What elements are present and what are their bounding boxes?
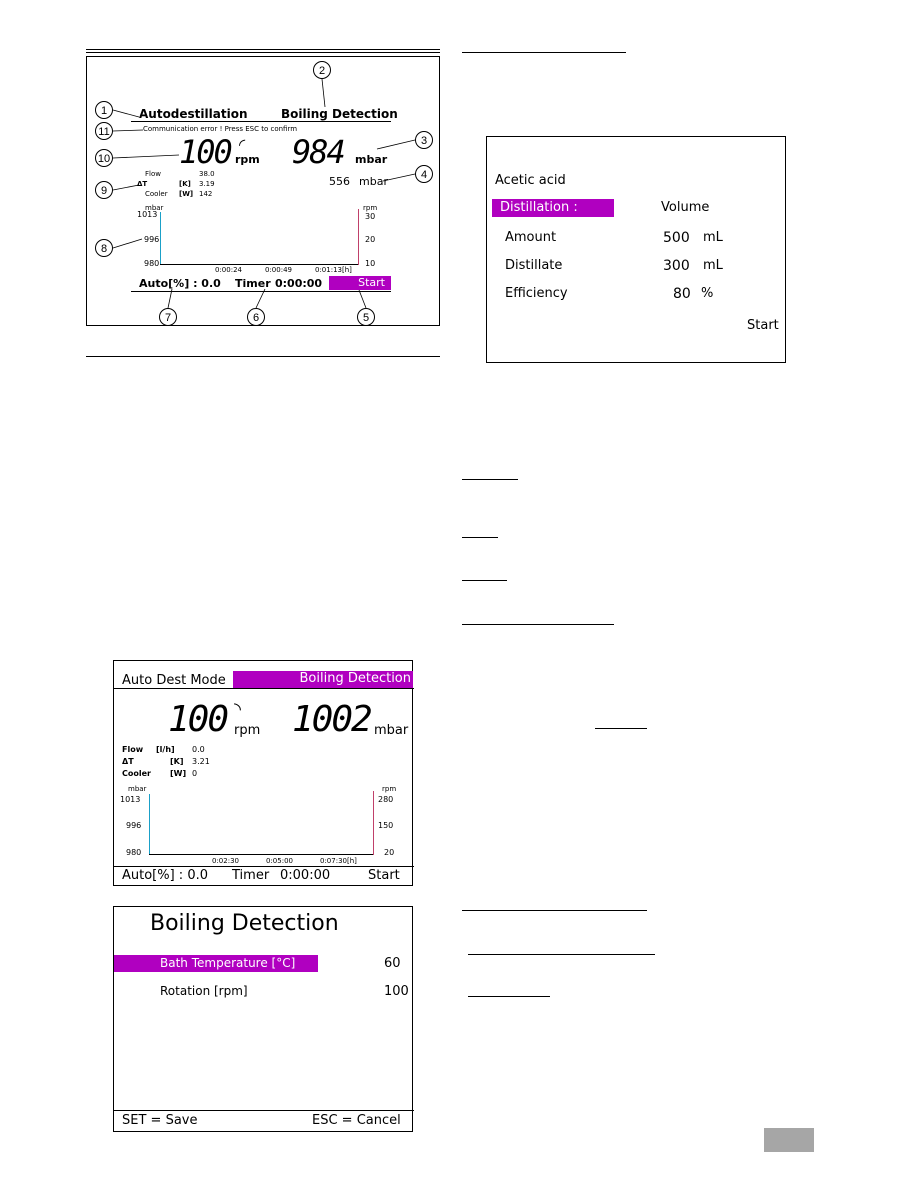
fig1-title-right: Boiling Detection [281,107,398,121]
fig2-y-right-unit: rpm [382,785,397,793]
fig2-start-button[interactable]: Start [368,868,400,883]
heading-underline-2 [462,479,518,480]
fig1-pressure-unit: mbar [355,153,388,166]
fig2-y-right-axis [373,791,374,855]
fig2-y-right-tick-1: 280 [378,795,394,804]
fig2-x-tick-2: 0:05:00 [266,857,293,865]
fig2-y-right-tick-3: 20 [384,848,395,857]
fig4-distillation-value: Volume [661,200,710,215]
heading-underline-6 [595,728,647,729]
fig2-row-cooler-unit: [W] [170,769,187,778]
callout-7: 7 [159,308,177,326]
fig1-y-left-tick-3: 980 [144,259,160,268]
fig2-timer-value: 0:00:00 [280,868,331,883]
heading-underline-7 [462,910,647,911]
callout-6: 6 [247,308,265,326]
fig2-auto-label: Auto[%] : 0.0 [122,868,208,883]
figure-1-annotated-display [86,56,440,326]
heading-underline-1 [462,52,626,53]
fig2-title-right: Boiling Detection [233,671,413,688]
figure-2-auto-dest-display [113,660,413,886]
top-double-rule-a [86,49,440,50]
fig4-row-efficiency-value: 80 [673,286,691,302]
heading-underline-4 [462,580,507,581]
fig1-setpoint-value: 556 [329,175,350,188]
fig3-item-bath-temperature[interactable]: Bath Temperature [°C] [114,955,318,972]
fig2-pressure-unit: mbar [374,723,409,738]
fig2-y-left-tick-3: 980 [126,848,142,857]
fig2-status-rule [114,866,414,867]
fig4-distillation-label[interactable]: Distillation : [492,199,614,217]
fig2-rpm-spinner-icon: ◝ [234,699,241,720]
fig1-y-left-tick-1: 1013 [137,210,158,219]
fig1-row-flow-label: Flow [145,170,161,178]
fig2-rpm-value: 100 [168,699,228,740]
fig2-row-cooler-value: 0 [192,769,198,778]
fig1-x-tick-1: 0:00:24 [215,266,242,274]
fig3-item-rotation[interactable]: Rotation [rpm] [160,984,248,998]
callout-8: 8 [95,239,113,257]
fig1-rpm-unit: rpm [235,153,260,166]
fig2-y-left-unit: mbar [128,785,147,793]
fig1-start-button[interactable]: Start [329,276,391,290]
fig1-title-left: Autodestillation [139,107,248,121]
fig1-timer-label: Timer [235,277,271,290]
top-double-rule-b [86,52,440,53]
callout-1: 1 [95,101,113,119]
callout-4: 4 [415,165,433,183]
fig4-start-button[interactable]: Start [747,318,779,333]
fig1-y-right-tick-2: 20 [365,235,376,244]
fig1-row-dt-value: 3.19 [199,180,215,188]
fig1-rpm-spinner-icon: ◜ [239,135,246,154]
fig1-timer-value: 0:00:00 [275,277,323,290]
fig4-row-amount-unit: mL [703,230,723,245]
fig3-title: Boiling Detection [150,911,339,936]
figure-4-distillation-parameters [486,136,786,363]
fig3-item-rotation-value: 100 [384,984,409,999]
fig4-solvent-name: Acetic acid [495,173,566,188]
callout-9: 9 [95,181,113,199]
fig1-pressure-value: 984 [292,133,344,171]
fig1-y-left-tick-2: 996 [144,235,160,244]
fig4-row-amount-value: 500 [663,230,690,246]
fig2-title-left: Auto Dest Mode [122,673,226,688]
fig4-row-distillate-unit: mL [703,258,723,273]
callout-5: 5 [357,308,375,326]
callout-3: 3 [415,131,433,149]
fig2-row-cooler-label: Cooler [122,769,151,778]
fig3-footer-cancel[interactable]: ESC = Cancel [312,1113,401,1128]
fig1-y-right-tick-3: 10 [365,259,376,268]
callout-10: 10 [95,149,113,167]
fig2-row-flow-label: Flow [122,745,144,754]
fig2-x-tick-3: 0:07:30[h] [320,857,357,865]
fig2-row-dt-label: ΔT [122,757,134,766]
fig2-y-left-tick-1: 1013 [120,795,141,804]
fig1-row-cooler-value: 142 [199,190,213,198]
fig3-item-bath-temperature-value: 60 [384,956,401,971]
heading-underline-9 [468,996,550,997]
fig1-y-right-tick-1: 30 [365,212,376,221]
heading-underline-3 [462,537,498,538]
fig1-row-flow-value: 38.0 [199,170,215,178]
fig2-x-axis [149,854,373,855]
fig3-footer-save[interactable]: SET = Save [122,1113,198,1128]
fig2-row-dt-unit: [K] [170,757,184,766]
fig1-row-dt-unit: [K] [179,180,191,188]
heading-underline-8 [468,954,655,955]
fig2-pressure-value: 1002 [292,699,371,740]
fig4-row-distillate-label[interactable]: Distillate [505,258,563,273]
fig4-row-amount-label[interactable]: Amount [505,230,557,245]
fig2-x-tick-1: 0:02:30 [212,857,239,865]
fig2-row-dt-value: 3.21 [192,757,210,766]
fig1-auto-label: Auto[%] : 0.0 [139,277,221,290]
fig2-rpm-unit: rpm [234,723,261,738]
fig1-leader-lines [87,57,441,327]
fig1-row-cooler-label: Cooler [145,190,168,198]
fig1-comm-error: Communication error ! Press ESC to confirm [143,125,298,133]
fig2-y-left-axis [149,794,150,855]
heading-underline-5 [462,624,614,625]
fig2-row-flow-unit: [l/h] [156,745,175,754]
fig1-y-right-unit: rpm [363,204,378,212]
fig3-footer-rule [114,1110,414,1111]
fig2-y-left-tick-2: 996 [126,821,142,830]
fig4-row-efficiency-unit: % [701,286,714,301]
figure-3-boiling-detection-settings [113,906,413,1132]
fig2-title-underline [114,688,414,689]
callout-2: 2 [313,61,331,79]
fig2-row-flow-value: 0.0 [192,745,205,754]
fig2-y-right-tick-2: 150 [378,821,394,830]
fig4-row-distillate-value: 300 [663,258,690,274]
fig1-y-left-unit: mbar [145,204,164,212]
fig1-setpoint-unit: mbar [359,175,388,188]
section-rule [86,356,440,357]
fig1-x-tick-2: 0:00:49 [265,266,292,274]
fig1-rpm-value: 100 [179,133,231,171]
fig1-row-cooler-unit: [W] [179,190,194,198]
fig4-row-efficiency-label[interactable]: Efficiency [505,286,568,301]
page-number-tab [764,1128,814,1152]
fig2-timer-label: Timer [232,868,270,883]
fig1-row-dt-label: ΔT [137,180,148,188]
fig1-x-tick-3: 0:01:13[h] [315,266,352,274]
callout-11: 11 [95,122,113,140]
